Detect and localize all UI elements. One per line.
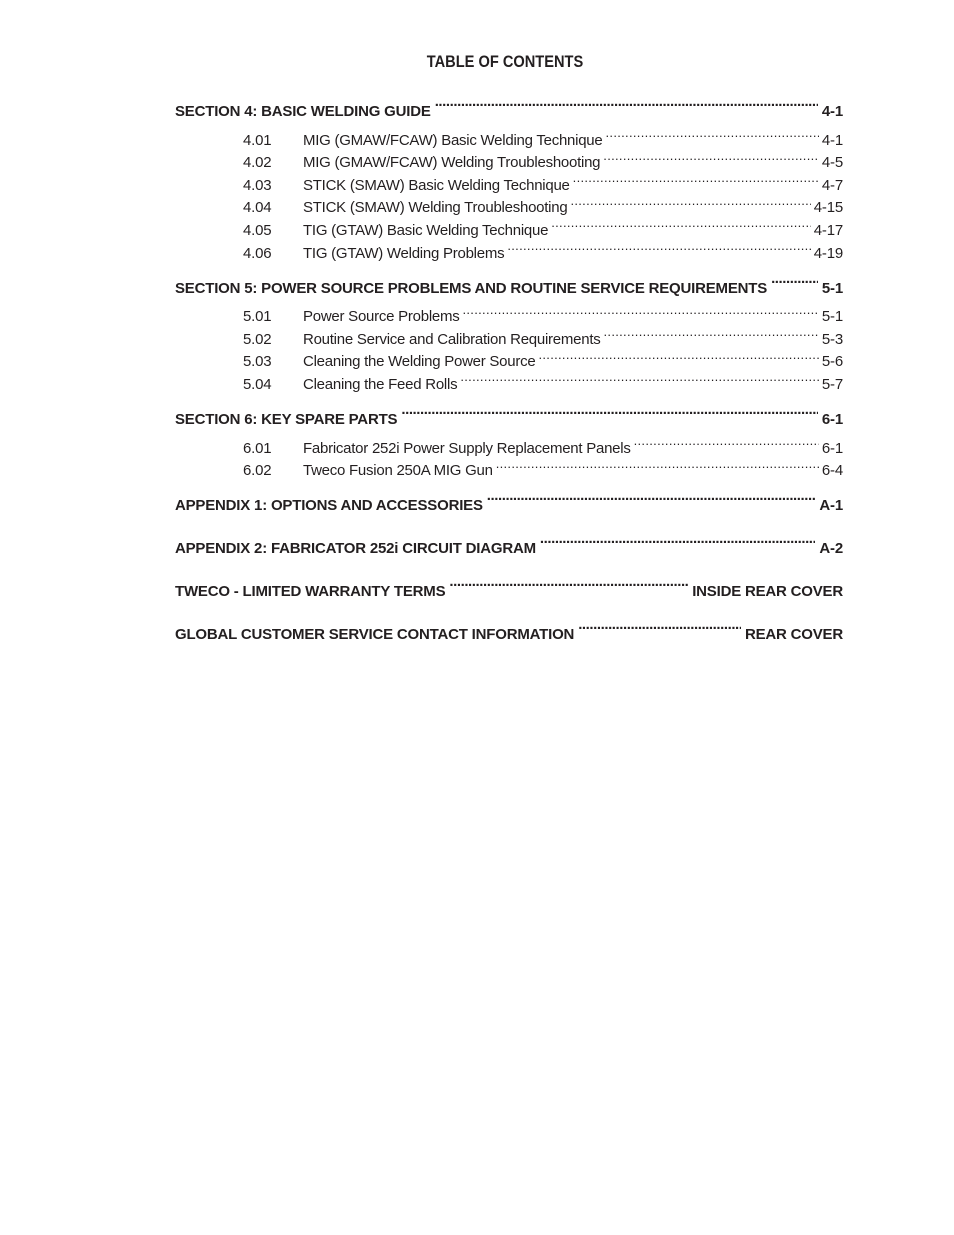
toc-page-number: 6-1 xyxy=(821,439,843,457)
toc-subsection-list xyxy=(175,293,843,396)
toc-subsection-label: Cleaning the Feed Rolls xyxy=(303,375,458,393)
dot-leader xyxy=(604,321,819,344)
toc-subsection-label: TIG (GTAW) Welding Problems xyxy=(303,244,505,262)
toc-page-number: 5-1 xyxy=(821,308,843,326)
toc-subsection-label: Fabricator 252i Power Supply Replacement Panels xyxy=(303,439,631,457)
dot-leader xyxy=(462,299,818,322)
dot-leader xyxy=(570,190,810,213)
dot-leader xyxy=(540,525,816,553)
toc-page-number: REAR COVER xyxy=(744,626,843,644)
toc-warranty-entry[interactable] xyxy=(175,568,843,601)
toc-page-number: A-1 xyxy=(819,497,843,515)
toc-subsection-number: 5.03 xyxy=(243,353,272,371)
toc-contact-entry[interactable] xyxy=(175,611,843,644)
toc-section-entry[interactable] xyxy=(175,88,843,120)
dot-leader xyxy=(603,145,819,168)
toc-page-number: INSIDE REAR COVER xyxy=(692,583,843,601)
table-of-contents xyxy=(175,88,843,644)
toc-subsection-number: 4.01 xyxy=(243,131,272,149)
toc-subsection-label: STICK (SMAW) Welding Troubleshooting xyxy=(303,199,568,217)
toc-subsection-number: 6.02 xyxy=(243,462,272,480)
toc-section-label: APPENDIX 1: OPTIONS AND ACCESSORIES xyxy=(175,497,483,515)
toc-page-number: 6-4 xyxy=(821,462,843,480)
toc-page-number: 5-6 xyxy=(821,353,843,371)
toc-page-number: 4-5 xyxy=(821,154,843,172)
dot-leader xyxy=(487,482,816,510)
toc-page-number: 4-19 xyxy=(813,244,843,262)
dot-leader xyxy=(551,212,811,235)
toc-section-label: SECTION 4: BASIC WELDING GUIDE xyxy=(175,103,431,120)
dot-leader xyxy=(496,453,819,476)
toc-subsection-number: 4.05 xyxy=(243,221,272,239)
dot-leader xyxy=(460,366,819,389)
toc-subsection-label: TIG (GTAW) Basic Welding Technique xyxy=(303,221,549,239)
toc-subsection-label: MIG (GMAW/FCAW) Welding Troubleshooting xyxy=(303,154,601,172)
toc-subsection-number: 4.06 xyxy=(243,244,272,262)
toc-subsection-number: 5.01 xyxy=(243,308,272,326)
toc-section-label: TWECO - LIMITED WARRANTY TERMS xyxy=(175,583,446,601)
toc-subsection-label: STICK (SMAW) Basic Welding Technique xyxy=(303,176,570,194)
toc-page-number: 4-15 xyxy=(813,199,843,217)
toc-section-5 xyxy=(175,265,843,396)
toc-subsection-label: Tweco Fusion 250A MIG Gun xyxy=(303,462,493,480)
toc-subsection-label: MIG (GMAW/FCAW) Basic Welding Technique xyxy=(303,131,603,149)
toc-subsection-number: 5.04 xyxy=(243,375,272,393)
toc-section-6 xyxy=(175,396,843,482)
toc-section-label: SECTION 5: POWER SOURCE PROBLEMS AND ROUTINE SERVICE REQUIREMENTS xyxy=(175,279,768,297)
toc-subsection-list xyxy=(175,116,843,265)
toc-subsection-label: Cleaning the Welding Power Source xyxy=(303,353,536,371)
toc-section-entry[interactable] xyxy=(175,396,843,428)
toc-subsection-number: 5.02 xyxy=(243,330,272,348)
toc-subsection-number: 4.02 xyxy=(243,154,272,172)
dot-leader xyxy=(449,568,688,596)
dot-leader xyxy=(507,235,810,258)
dot-leader xyxy=(606,122,819,145)
toc-subsection-label: Routine Service and Calibration Requirements xyxy=(303,330,601,348)
toc-page-number: 4-17 xyxy=(813,221,843,239)
dot-leader xyxy=(634,430,819,453)
page-title: TABLE OF CONTENTS xyxy=(426,52,584,71)
toc-page-number: 5-7 xyxy=(821,375,843,393)
toc-page-number: 5-3 xyxy=(821,330,843,348)
toc-section-entry[interactable] xyxy=(175,265,843,297)
toc-subsection-number: 6.01 xyxy=(243,439,272,457)
toc-page-number: 6-1 xyxy=(821,410,843,428)
toc-page-number: 4-7 xyxy=(821,176,843,194)
dot-leader xyxy=(578,611,741,639)
toc-appendix-entry[interactable] xyxy=(175,482,843,515)
dot-leader xyxy=(538,344,818,367)
toc-section-label: SECTION 6: KEY SPARE PARTS xyxy=(175,410,398,428)
toc-section-4 xyxy=(175,88,843,265)
toc-appendix-entry[interactable] xyxy=(175,525,843,558)
toc-page-number: 5-1 xyxy=(821,279,843,297)
dot-leader xyxy=(435,88,818,116)
toc-subsection-label: Power Source Problems xyxy=(303,308,460,326)
dot-leader xyxy=(401,396,818,424)
toc-section-label: APPENDIX 2: FABRICATOR 252i CIRCUIT DIAGRAM xyxy=(175,540,536,558)
dot-leader xyxy=(771,265,818,293)
toc-page-number: 4-1 xyxy=(821,103,843,120)
dot-leader xyxy=(573,167,819,190)
toc-page-number: A-2 xyxy=(819,540,843,558)
toc-subsection-number: 4.04 xyxy=(243,199,272,217)
toc-page-number: 4-1 xyxy=(821,131,843,149)
toc-section-label: GLOBAL CUSTOMER SERVICE CONTACT INFORMATION xyxy=(175,626,575,644)
toc-subsection-number: 4.03 xyxy=(243,176,272,194)
